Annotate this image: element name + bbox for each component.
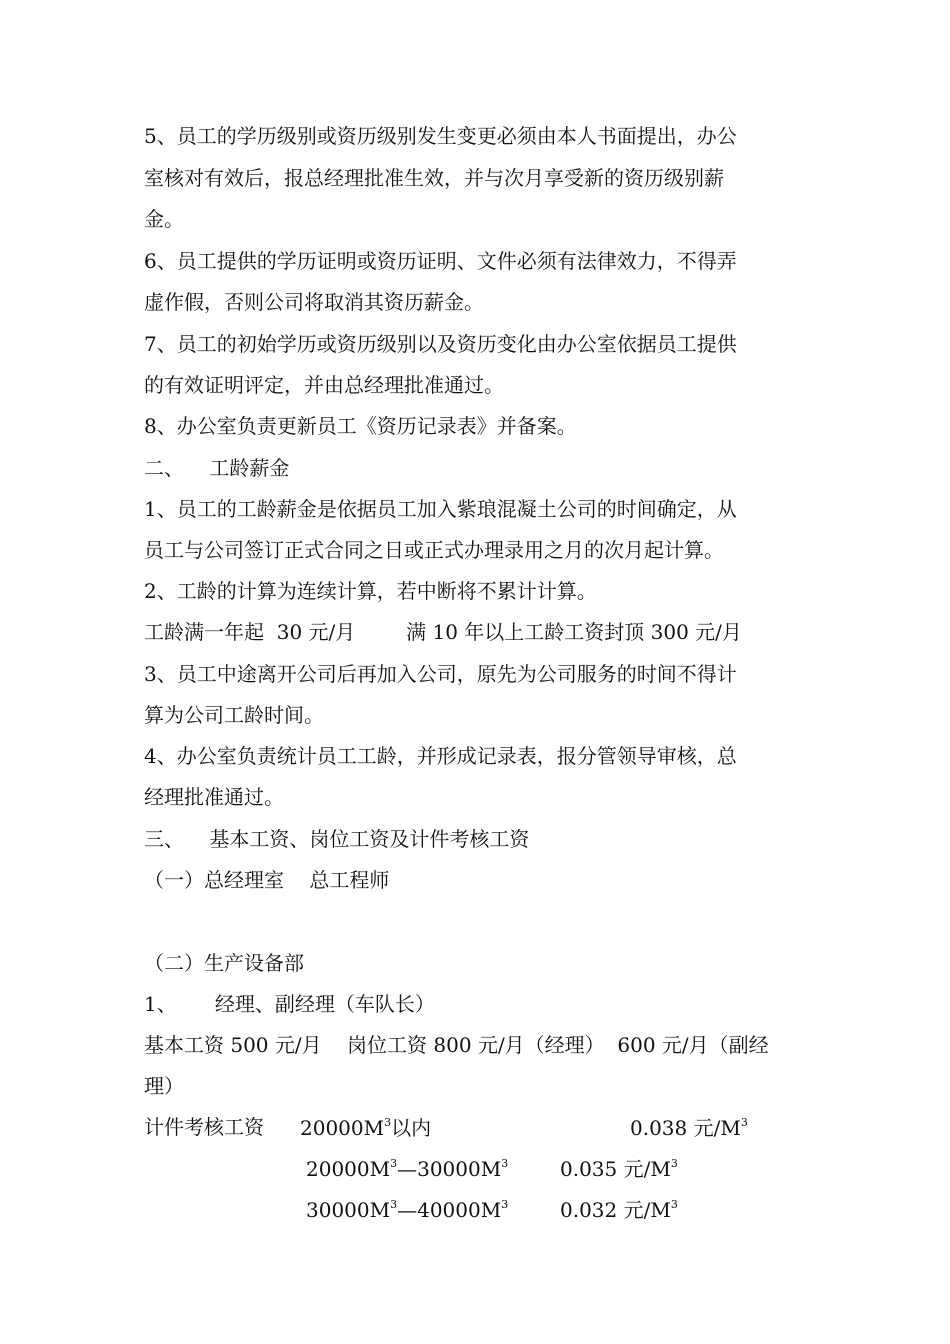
piecework-range: $20000M^3—30000M^3$	[306, 1157, 509, 1181]
piecework-range: $30000M^3—40000M^3$	[306, 1198, 509, 1222]
paragraph-line: 虚作假，否则公司将取消其资历薪金。	[144, 290, 484, 314]
paragraph-line: 算为公司工龄时间。	[144, 703, 324, 727]
subsection-heading: （二）生产设备部	[144, 951, 304, 975]
paragraph-line: 经理批准通过。	[144, 785, 284, 809]
paragraph-line: 5、员工的学历级别或资历级别发生变更必须由本人书面提出，办公	[144, 124, 737, 148]
subsection-heading: （一）总经理室 总工程师	[144, 868, 390, 892]
paragraph-line: 8、办公室负责更新员工《资历记录表》并备案。	[144, 414, 577, 438]
paragraph-line: 1、员工的工龄薪金是依据员工加入紫琅混凝土公司的时间确定，从	[144, 497, 737, 521]
piecework-range: $20000M^3$以内	[300, 1116, 432, 1140]
section-heading: 二、 工龄薪金	[144, 456, 290, 480]
paragraph-line: 4、办公室负责统计员工工龄，并形成记录表，报分管领导审核，总	[144, 744, 737, 768]
paragraph-line: 的有效证明评定，并由总经理批准通过。	[144, 373, 504, 397]
piecework-rate: 0.038 元$/M^3$	[630, 1116, 748, 1140]
paragraph-line: 理）	[144, 1074, 184, 1098]
paragraph-line: 基本工资 500 元/月 岗位工资 800 元/月（经理） 600 元/月（副经	[144, 1033, 769, 1057]
paragraph-line: 员工与公司签订正式合同之日或正式办理录用之月的次月起计算。	[144, 538, 724, 562]
paragraph-line: 2、工龄的计算为连续计算，若中断将不累计计算。	[144, 579, 597, 603]
piecework-rate: 0.035 元$/M^3$	[560, 1157, 678, 1181]
paragraph-line: 3、员工中途离开公司后再加入公司，原先为公司服务的时间不得计	[144, 662, 737, 686]
piecework-rate: 0.032 元$/M^3$	[560, 1198, 678, 1222]
paragraph-line: 室核对有效后，报总经理批准生效，并与次月享受新的资历级别薪	[144, 166, 724, 190]
paragraph-line: 6、员工提供的学历证明或资历证明、文件必须有法律效力，不得弄	[144, 249, 737, 273]
paragraph-line: 金。	[144, 207, 184, 231]
paragraph-line: 7、员工的初始学历或资历级别以及资历变化由办公室依据员工提供	[144, 332, 737, 356]
paragraph-line: 1、 经理、副经理（车队长）	[144, 992, 435, 1016]
paragraph-line: 工龄满一年起 30 元/月 满 10 年以上工龄工资封顶 300 元/月	[144, 620, 742, 644]
piecework-label: 计件考核工资	[144, 1115, 264, 1139]
section-heading: 三、 基本工资、岗位工资及计件考核工资	[144, 827, 530, 851]
